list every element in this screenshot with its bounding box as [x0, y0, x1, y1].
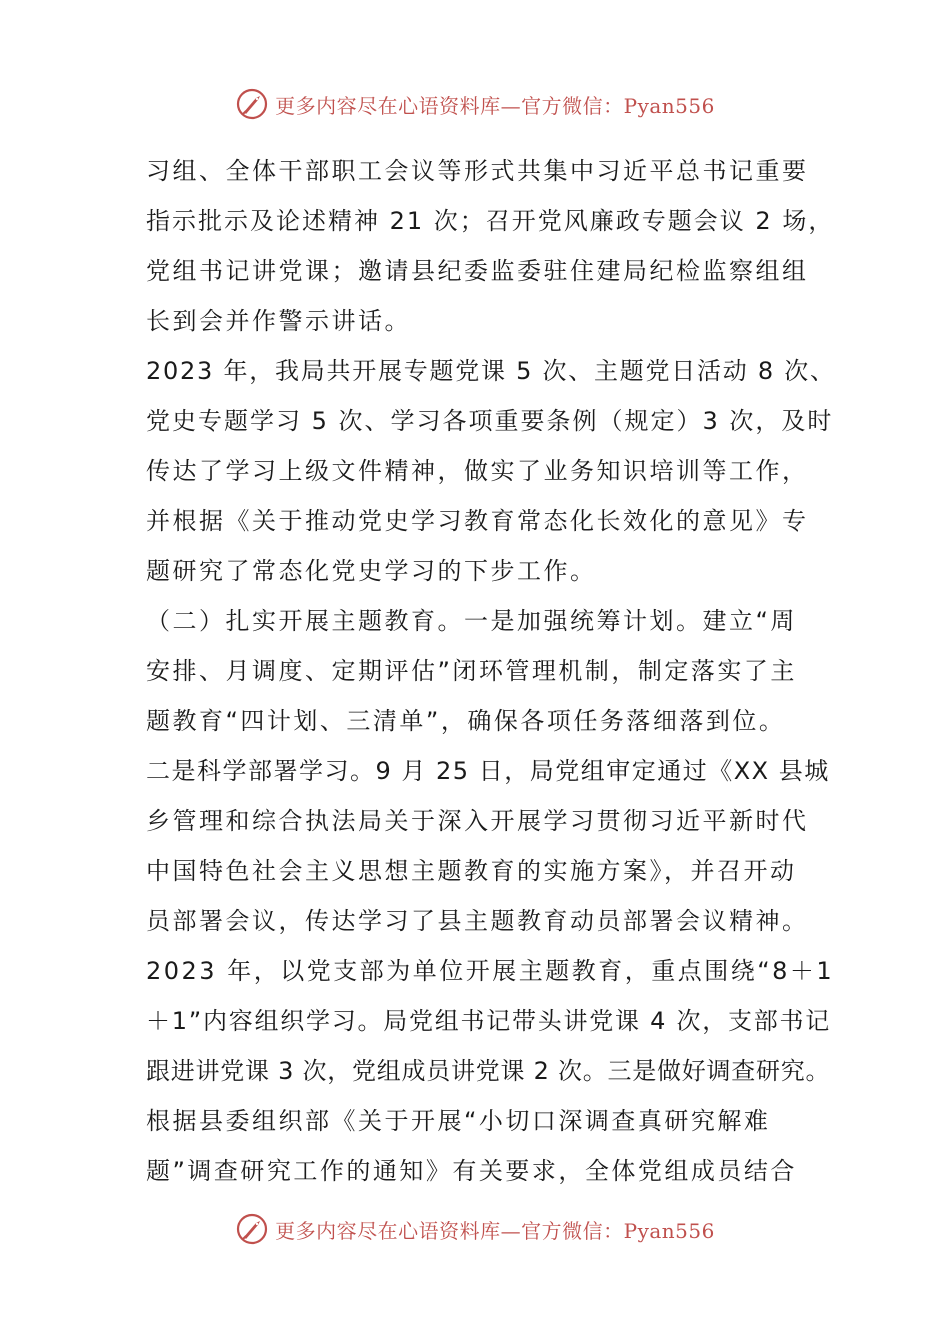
text-line: 跟进讲党课 3 次，党组成员讲党课 2 次。三是做好调查研究。 [146, 1057, 831, 1085]
text-line: 安排、月调度、定期评估”闭环管理机制，制定落实了主 [146, 657, 797, 685]
text-line: （二）扎实开展主题教育。一是加强统筹计划。建立“周 [146, 607, 797, 635]
text-line: 题”调查研究工作的通知》有关要求，全体党组成员结合 [146, 1157, 797, 1185]
text-line: ＋1”内容组织学习。局党组书记带头讲党课 4 次，支部书记 [146, 1007, 831, 1035]
text-line: 并根据《关于推动党史学习教育常态化长效化的意见》专 [146, 507, 809, 535]
footer-watermark [0, 1211, 950, 1247]
text-line: 长到会并作警示讲话。 [146, 307, 411, 335]
text-line: 2023 年，以党支部为单位开展主题教育，重点围绕“8＋1 [146, 957, 835, 985]
document-body [146, 146, 836, 1196]
pen-nib-logo-icon [235, 87, 269, 121]
header-watermark [0, 86, 950, 122]
watermark-text: 更多内容尽在心语资料库—官方微信：Pyan556 [275, 93, 715, 118]
text-line: 党史专题学习 5 次、学习各项重要条例（规定）3 次，及时 [146, 407, 834, 435]
text-line: 指示批示及论述精神 21 次；召开党风廉政专题会议 2 场， [146, 207, 835, 235]
text-line: 2023 年，我局共开展专题党课 5 次、主题党日活动 8 次、 [146, 357, 836, 385]
text-line: 党组书记讲党课；邀请县纪委监委驻住建局纪检监察组组 [146, 257, 809, 285]
text-line: 员部署会议，传达学习了县主题教育动员部署会议精神。 [146, 907, 809, 935]
text-line: 二是科学部署学习。9 月 25 日，局党组审定通过《XX 县城 [146, 757, 830, 785]
watermark-text: 更多内容尽在心语资料库—官方微信：Pyan556 [275, 1218, 715, 1243]
text-line: 根据县委组织部《关于开展“小切口深调查真研究解难 [146, 1107, 771, 1135]
text-line: 中国特色社会主义思想主题教育的实施方案》，并召开动 [146, 857, 797, 885]
pen-nib-logo-icon [235, 1212, 269, 1246]
text-line: 传达了学习上级文件精神，做实了业务知识培训等工作， [146, 457, 809, 485]
text-line: 习组、全体干部职工会议等形式共集中习近平总书记重要 [146, 157, 809, 185]
text-line: 题研究了常态化党史学习的下步工作。 [146, 557, 597, 585]
text-line: 题教育“四计划、三清单”，确保各项任务落细落到位。 [146, 707, 786, 735]
text-line: 乡管理和综合执法局关于深入开展学习贯彻习近平新时代 [146, 807, 809, 835]
